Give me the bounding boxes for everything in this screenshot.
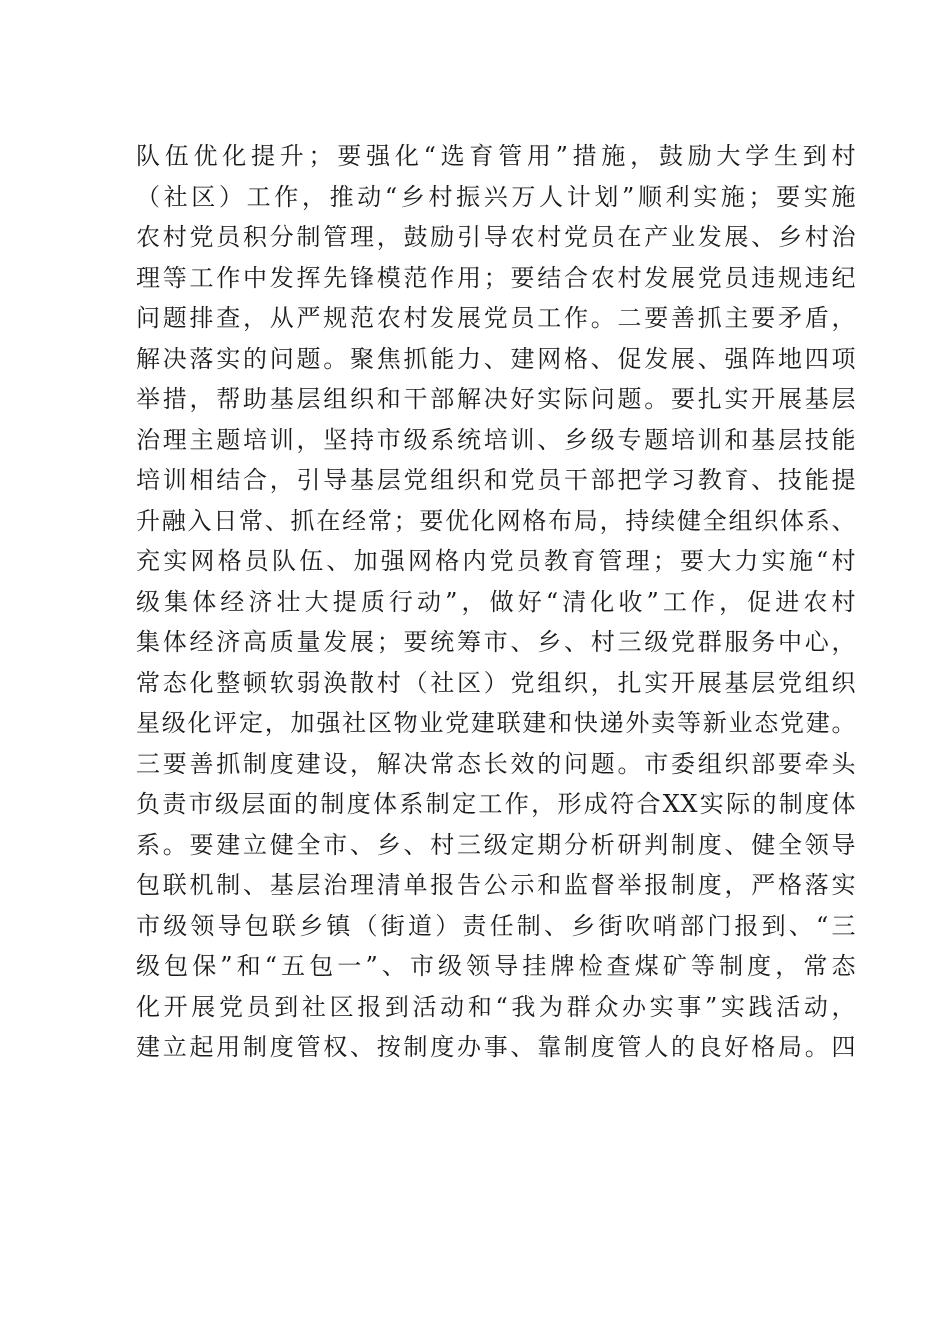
text-line: 化开展党员到社区报到活动和“我为群众办实事”实践活动， <box>136 992 856 1021</box>
text-line: 充实网格员队伍、加强网格内党员教育管理；要大力实施“村 <box>136 547 856 575</box>
text-line: 负责市级层面的制度体系制定工作，形成符合XX实际的制度体 <box>136 790 856 818</box>
body-text <box>136 136 856 1068</box>
text-line: 问题排查，从严规范农村发展党员工作。二要善抓主要矛盾， <box>136 304 856 332</box>
text-line: 市级领导包联乡镇（街道）责任制、乡街吹哨部门报到、“三 <box>136 911 856 940</box>
text-line: 理等工作中发挥先锋模范作用；要结合农村发展党员违规违纪 <box>136 263 856 292</box>
text-line: 系。要建立健全市、乡、村三级定期分析研判制度、健全领导 <box>136 830 856 859</box>
text-line: 培训相结合，引导基层党组织和党员干部把学习教育、技能提 <box>136 466 856 494</box>
text-line: 治理主题培训，坚持市级系统培训、乡级专题培训和基层技能 <box>136 425 856 454</box>
text-line: 举措，帮助基层组织和干部解决好实际问题。要扎实开展基层 <box>136 385 856 413</box>
text-line: 常态化整顿软弱涣散村（社区）党组织，扎实开展基层党组织 <box>136 668 856 697</box>
text-line: 集体经济高质量发展；要统筹市、乡、村三级党群服务中心， <box>136 628 856 656</box>
text-line: 级集体经济壮大提质行动”，做好“清化收”工作，促进农村 <box>136 587 856 616</box>
text-line: 星级化评定，加强社区物业党建联建和快递外卖等新业态党建。 <box>136 709 856 737</box>
text-line: 队伍优化提升；要强化“选育管用”措施，鼓励大学生到村 <box>136 142 856 170</box>
text-line: 建立起用制度管权、按制度办事、靠制度管人的良好格局。四 <box>136 1033 856 1061</box>
text-line: 解决落实的问题。聚焦抓能力、建网格、促发展、强阵地四项 <box>136 344 856 373</box>
text-line: 级包保”和“五包一”、市级领导挂牌检查煤矿等制度，常态 <box>136 952 856 980</box>
text-line: 农村党员积分制管理，鼓励引导农村党员在产业发展、乡村治 <box>136 223 856 251</box>
text-line: 三要善抓制度建设，解决常态长效的问题。市委组织部要牵头 <box>136 749 856 778</box>
text-line: 包联机制、基层治理清单报告公示和监督举报制度，严格落实 <box>136 871 856 899</box>
text-line: 升融入日常、抓在经常；要优化网格布局，持续健全组织体系、 <box>136 506 856 535</box>
text-line: （社区）工作，推动“乡村振兴万人计划”顺利实施；要实施 <box>136 182 856 211</box>
